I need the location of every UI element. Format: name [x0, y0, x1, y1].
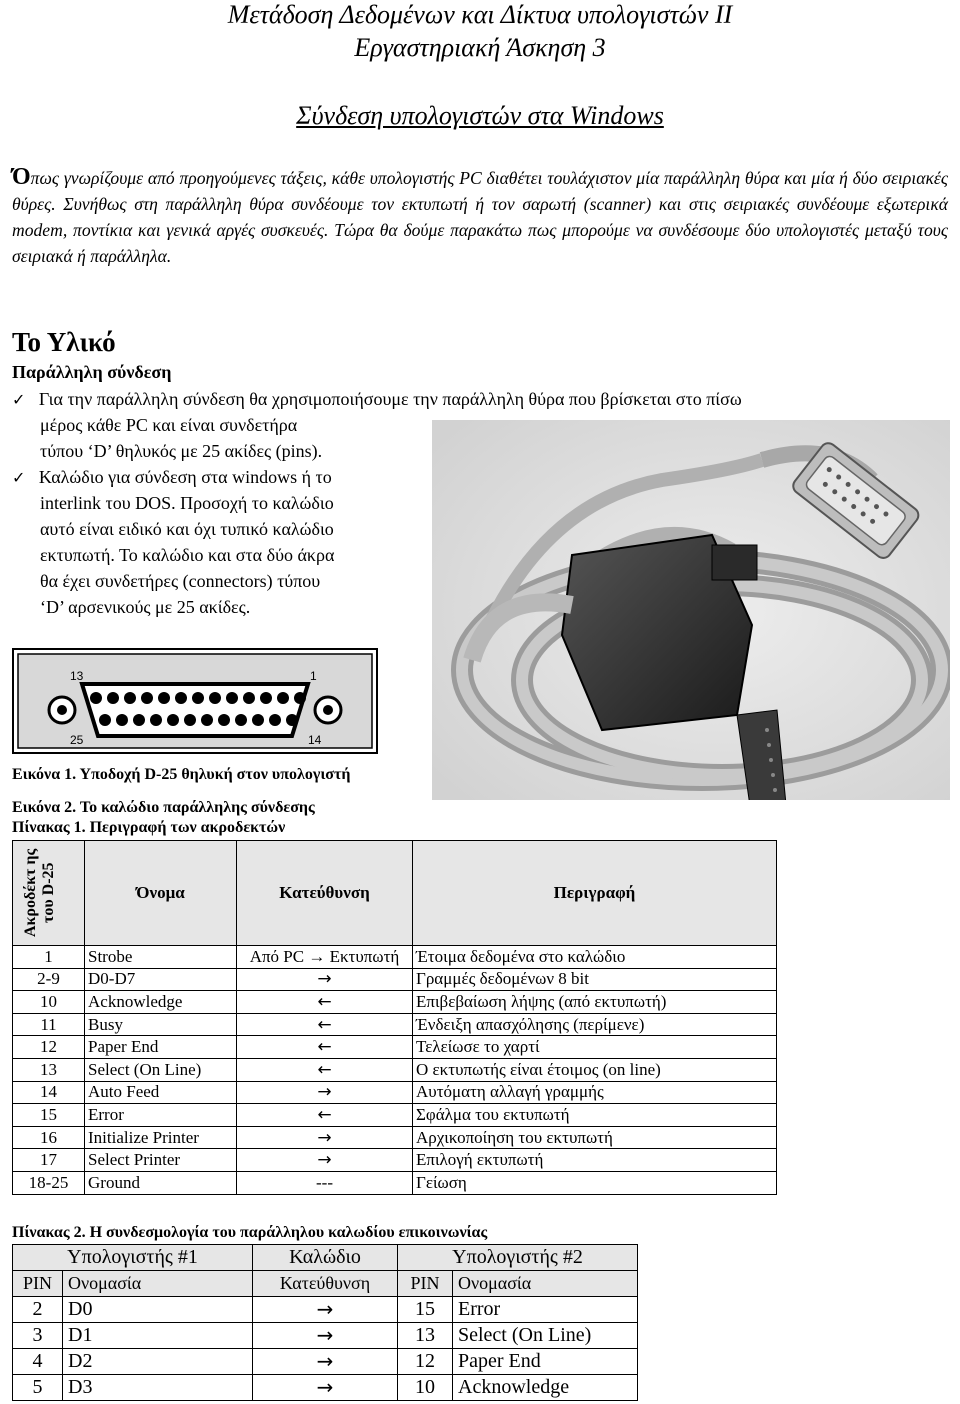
bullet-1-line-1: ✓ Για την παράλληλη σύνδεση θα χρησιμοποιήσουμε την παράλληλη θύρα που βρίσκεται στο πίσω	[12, 389, 742, 409]
fig1-label-25: 25	[70, 733, 84, 747]
bullet-2-line-3: αυτό είναι ειδικό και όχι τυπικό καλώδιο	[40, 519, 334, 539]
section-heading: Το Υλικό	[12, 327, 116, 357]
table-row: 10 Acknowledge ← Επιβεβαίωση λήψης (από εκτυπωτή)	[13, 991, 777, 1014]
header-cable: Καλώδιο	[253, 1245, 398, 1271]
section-subheading: Παράλληλη σύνδεση	[12, 362, 172, 382]
table-row: 4 D2 → 12 Paper End	[13, 1349, 638, 1375]
table-row: 11 Busy ← Ένδειξη απασχόλησης (περίμενε)	[13, 1013, 777, 1036]
d25-socket-figure	[12, 648, 378, 754]
fig1-label-13: 13	[70, 669, 84, 683]
pin-description-table	[12, 840, 777, 1195]
table-row: 5 D3 → 10 Acknowledge	[13, 1375, 638, 1401]
table-group-header-row	[13, 1245, 638, 1271]
bullet-2-line-1: ✓ Καλώδιο για σύνδεση στα windows ή το	[12, 467, 332, 487]
table-row: 2-9 D0-D7 → Γραμμές δεδομένων 8 bit	[13, 968, 777, 991]
table-header-row	[13, 841, 777, 946]
table-row: 3 D1 → 13 Select (On Line)	[13, 1323, 638, 1349]
header-name: Όνομα	[85, 841, 237, 946]
table-row: 15 Error ← Σφάλμα του εκτυπωτή	[13, 1104, 777, 1127]
cable-wiring-table	[12, 1244, 638, 1401]
table-row: 1 Strobe Από PC → Εκτυπωτή Έτοιμα δεδομένα στο καλώδιο	[13, 946, 777, 969]
bullet-1-line-3: τύπου ‘D’ θηλυκός με 25 ακίδες (pins).	[40, 441, 323, 461]
header-description: Περιγραφή	[413, 841, 777, 946]
fig1-label-14: 14	[308, 733, 322, 747]
table-sub-header-row: PIN Ονομασία Κατεύθυνση PIN Ονομασία	[13, 1271, 638, 1297]
table-row: 14 Auto Feed → Αυτόματη αλλαγή γραμμής	[13, 1081, 777, 1104]
checkmark-icon: ✓	[12, 468, 26, 487]
table-row: 16 Initialize Printer → Αρχικοποίηση του εκτυπωτή	[13, 1126, 777, 1149]
doc-subtitle: Σύνδεση υπολογιστών στα Windows	[296, 101, 664, 130]
table-row: 2 D0 → 15 Error	[13, 1297, 638, 1323]
header-direction: Κατεύθυνση	[237, 841, 413, 946]
intro-text: πως γνωρίζουμε από προηγούμενες τάξεις, κάθε υπολογιστής PC διαθέτει τουλάχιστον μία παράλληλη θύρα και μία ή δύο σειριακές θύρες. Συνήθως στη παράλληλη θύρα συνδέουμε τον εκτυπωτή ή τον σαρωτή (scanner) και στις σειριακές συνδέουμε εξωτερικά modem, ποντίκια και γενικά αργές συσκευές. Τώρα θα δούμε παρακάτω πως μπορούμε να συνδέσουμε δύο υπολογιστές μεταξύ τους σειριακά ή παράλληλα.	[12, 168, 948, 266]
table-row: 12 Paper End ← Τελείωσε το χαρτί	[13, 1036, 777, 1059]
caption-figure-1: Εικόνα 1. Υποδοχή D-25 θηλυκή στον υπολογιστή	[12, 766, 351, 783]
header-pin: Ακροδέκτ ης του D-25	[13, 841, 85, 946]
caption-table-1: Πίνακας 1. Περιγραφή των ακροδεκτών	[12, 819, 286, 836]
bullet-1-line-2: μέρος κάθε PC και είναι συνδετήρα	[40, 415, 298, 435]
table-row: 17 Select Printer → Επιλογή εκτυπωτή	[13, 1149, 777, 1172]
intro-drop-cap: Ό	[12, 164, 31, 190]
header-computer-2: Υπολογιστής #2	[398, 1245, 638, 1271]
bullet-2-line-6: ‘D’ αρσενικούς με 25 ακίδες.	[40, 597, 251, 617]
fig1-label-1: 1	[310, 669, 317, 683]
checkmark-icon: ✓	[12, 390, 26, 409]
cable-photo	[432, 420, 950, 800]
caption-figure-2: Εικόνα 2. Το καλώδιο παράλληλης σύνδεσης	[12, 799, 315, 816]
table-row: 18-25 Ground --- Γείωση	[13, 1171, 777, 1194]
doc-title-line1: Μετάδοση Δεδομένων και Δίκτυα υπολογιστών ΙΙ	[227, 0, 733, 29]
intro-paragraph	[12, 164, 948, 269]
doc-title-line2: Εργαστηριακή Άσκηση 3	[354, 33, 606, 62]
header-computer-1: Υπολογιστής #1	[13, 1245, 253, 1271]
bullet-2-line-5: θα έχει συνδετήρες (connectors) τύπου	[40, 571, 321, 591]
table-row: 13 Select (On Line) ← Ο εκτυπωτής είναι έτοιμος (on line)	[13, 1058, 777, 1081]
bullet-2-line-2: interlink του DOS. Προσοχή το καλώδιο	[40, 493, 334, 513]
bullet-2-line-4: εκτυπωτή. Το καλώδιο και στα δύο άκρα	[40, 545, 335, 565]
caption-table-2: Πίνακας 2. Η συνδεσμολογία του παράλληλου καλωδίου επικοινωνίας	[12, 1224, 488, 1241]
